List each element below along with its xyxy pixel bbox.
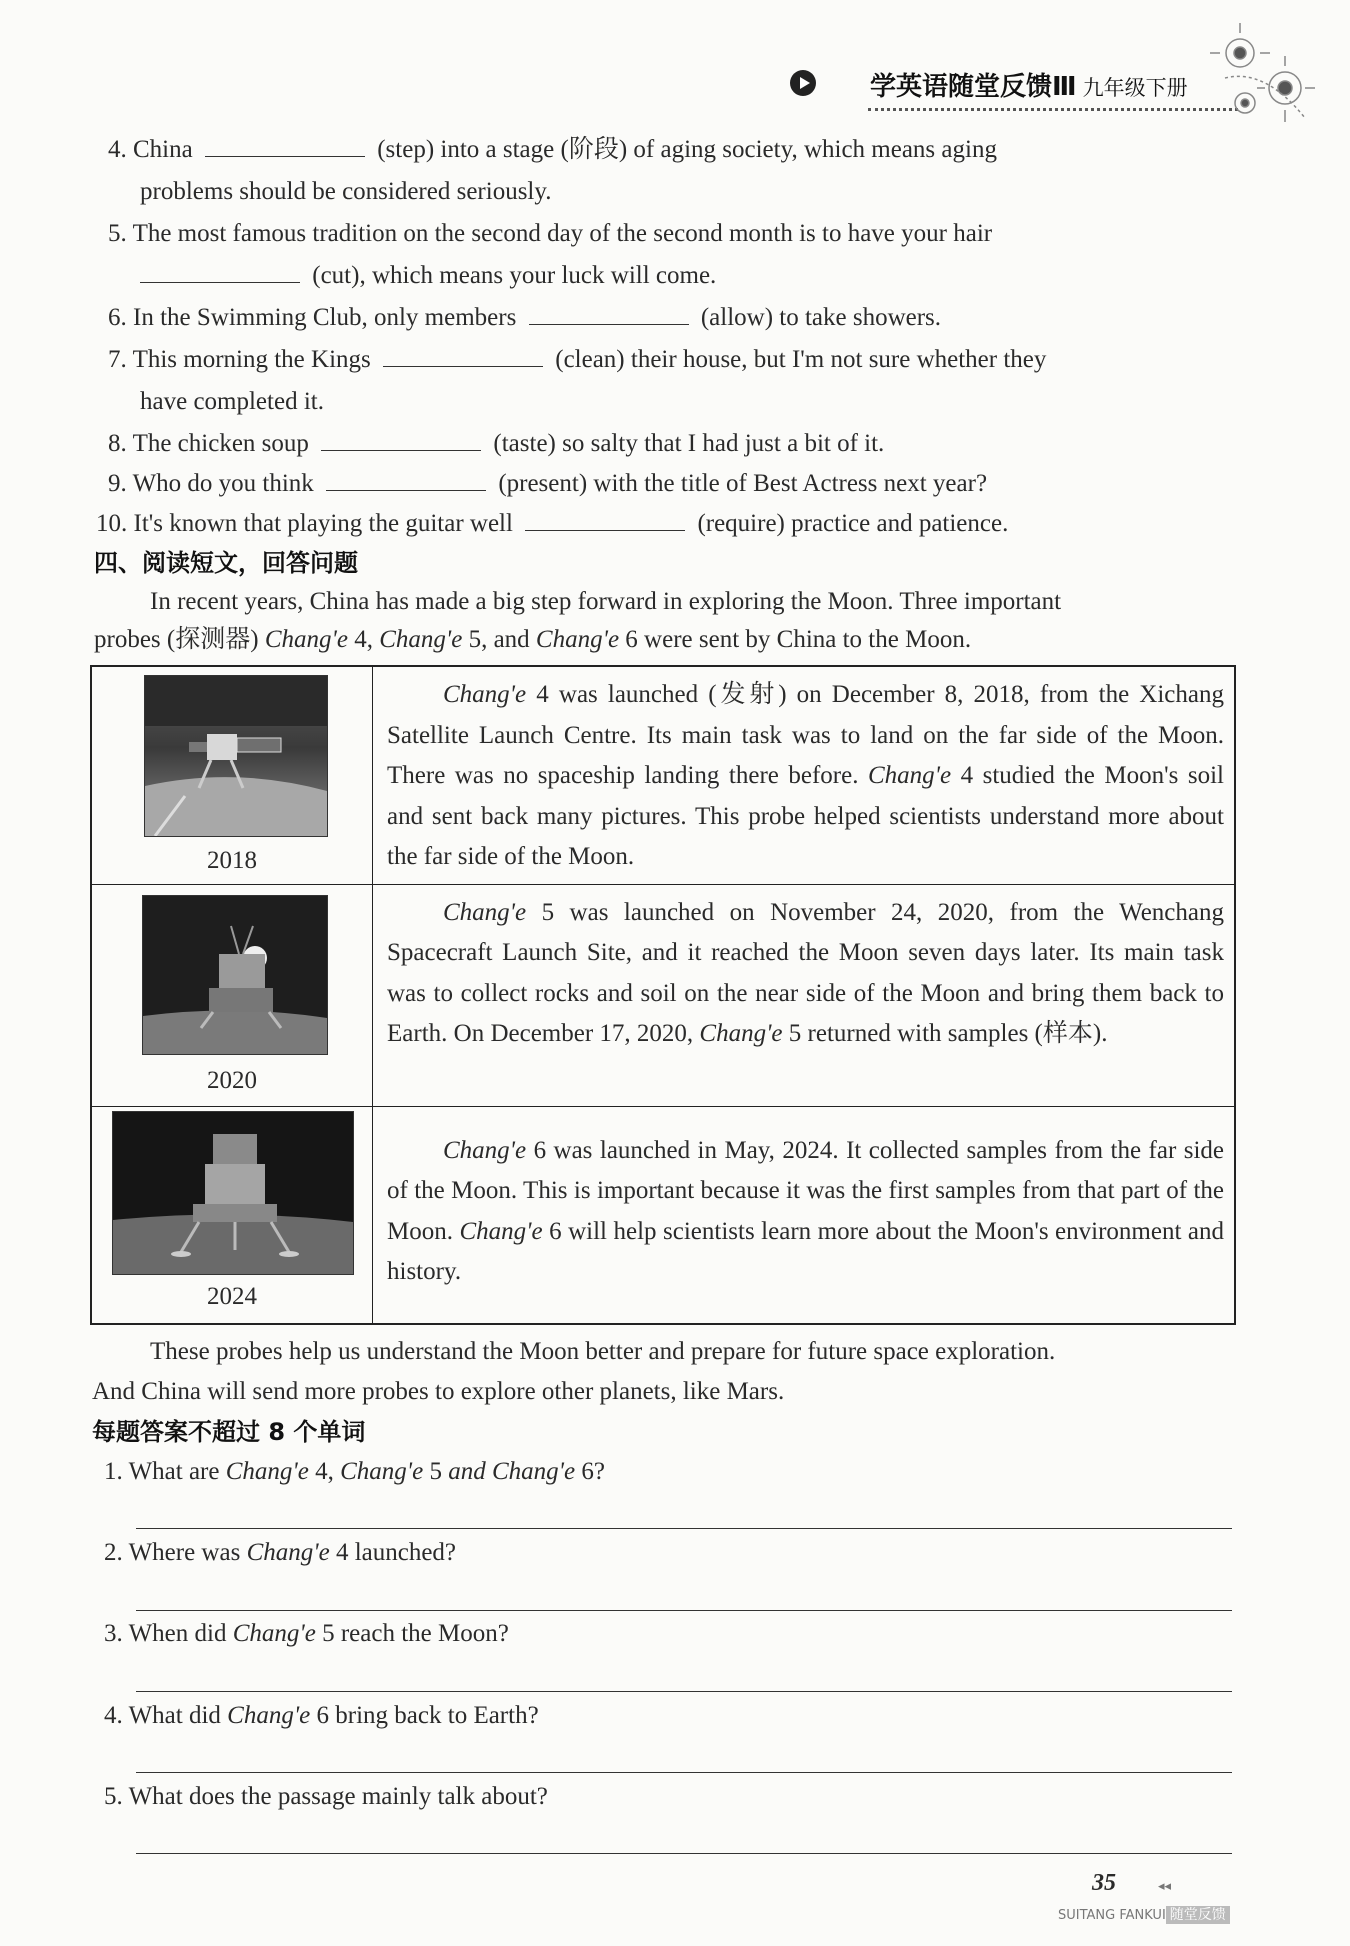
fill-item-8: 8. The chicken soup (taste) so salty that I had just a bit of it. [108,424,884,464]
answer-line-2[interactable] [136,1610,1232,1611]
probe-year: 2018 [207,847,257,874]
closing-line-1: These probes help us understand the Moon better and prepare for future space exploration. [150,1338,1056,1365]
answer-blank[interactable] [140,256,300,283]
probe-row-2024 [91,1106,1235,1324]
book-title: 学英语随堂反馈Ⅲ 九年级下册 [870,72,1188,102]
fill-item-4-cont: problems should be considered seriously. [140,178,552,205]
fill-item-6: 6. In the Swimming Club, only members (allow) to take showers. [108,298,941,338]
probes-table [90,665,1236,1325]
section-heading: 四、阅读短文，回答问题 [94,549,358,577]
probe-row-2018 [91,666,1235,884]
question-3: 3. When did Chang'e 5 reach the Moon? [104,1620,509,1647]
answer-line-5[interactable] [136,1853,1232,1854]
fill-item-10: 10. It's known that playing the guitar well (require) practice and patience. [96,504,1008,544]
book-subtitle: 九年级下册 [1082,76,1188,100]
answer-line-4[interactable] [136,1772,1232,1773]
intro-line-1: In recent years, China has made a big step forward in exploring the Moon. Three important [150,588,1062,615]
probe-description: Chang'e 5 was launched on November 24, 2020, from the Wenchang Spacecraft Launch Site, and it reached the Moon seven days later. Its main task was to collect rocks and soil on the near side of the Moon and bring them back to Earth. On December 17, 2020, Chang'e 5 returned with samples (样本). [373,884,1236,1106]
change6-photo [112,1111,354,1275]
sunflower-decoration-icon [1205,18,1325,138]
answer-blank[interactable] [383,340,543,367]
question-2: 2. Where was Chang'e 4 launched? [104,1539,457,1566]
footer-tag: 随堂反馈 [1166,1906,1230,1924]
question-4: 4. What did Chang'e 6 bring back to Earth? [104,1702,539,1729]
fill-item-9: 9. Who do you think (present) with the title of Best Actress next year? [108,464,987,504]
fill-item-5: 5. The most famous tradition on the second day of the second month is to have your hair [108,220,993,247]
header-dotted-rule [868,108,1238,111]
probe-description: Chang'e 4 was launched (发射) on December 8, 2018, from the Xichang Satellite Launch Centre. Its main task was to land on the far side of the Moon. There was no spaceship landing there before. Chang'e 4 studied the Moon's soil and sent back many pictures. This probe helped scientists understand more about the far side of the Moon. [373,666,1236,884]
question-1: 1. What are Chang'e 4, Chang'e 5 and Chang'e 6? [104,1458,605,1485]
fill-item-5-cont: (cut), which means your luck will come. [140,256,716,296]
fill-item-7: 7. This morning the Kings (clean) their house, but I'm not sure whether they [108,340,1046,380]
probe-image-cell [91,1106,373,1324]
question-5: 5. What does the passage mainly talk about? [104,1783,548,1810]
answer-blank[interactable] [529,298,689,325]
page-number: 35 [1092,1870,1116,1896]
probe-year: 2020 [207,1066,257,1094]
answer-blank[interactable] [321,424,481,451]
instruction: 每题答案不超过 8 个单词 [92,1418,366,1446]
answer-line-1[interactable] [136,1528,1232,1529]
closing-line-2: And China will send more probes to explore other planets, like Mars. [92,1378,785,1405]
answer-blank[interactable] [525,504,685,531]
probe-image-cell [91,884,373,1106]
answer-blank[interactable] [326,464,486,491]
probe-description: Chang'e 6 was launched in May, 2024. It collected samples from the far side of the Moon. This is important because it was the first samples from that part of the Moon. Chang'e 6 will help scientists learn more about the Moon's environment and history. [373,1106,1236,1324]
change4-photo [144,675,328,837]
intro-line-2: probes (探测器) Chang'e 4, Chang'e 5, and Chang'e 6 were sent by China to the Moon. [94,626,972,653]
probe-image-cell [91,666,373,884]
answer-line-3[interactable] [136,1691,1232,1692]
footer-brand: SUITANG FANKUI 随堂反馈 [1058,1904,1230,1924]
answer-blank[interactable] [205,130,365,157]
change5-photo [142,895,328,1055]
probe-year: 2024 [207,1282,257,1310]
probe-row-2020 [91,884,1235,1106]
play-icon [790,70,816,96]
double-arrow-icon: ◂◂ [1158,1878,1172,1893]
fill-item-7-cont: have completed it. [140,388,324,415]
fill-item-4: 4. China (step) into a stage (阶段) of aging society, which means aging [108,130,997,170]
